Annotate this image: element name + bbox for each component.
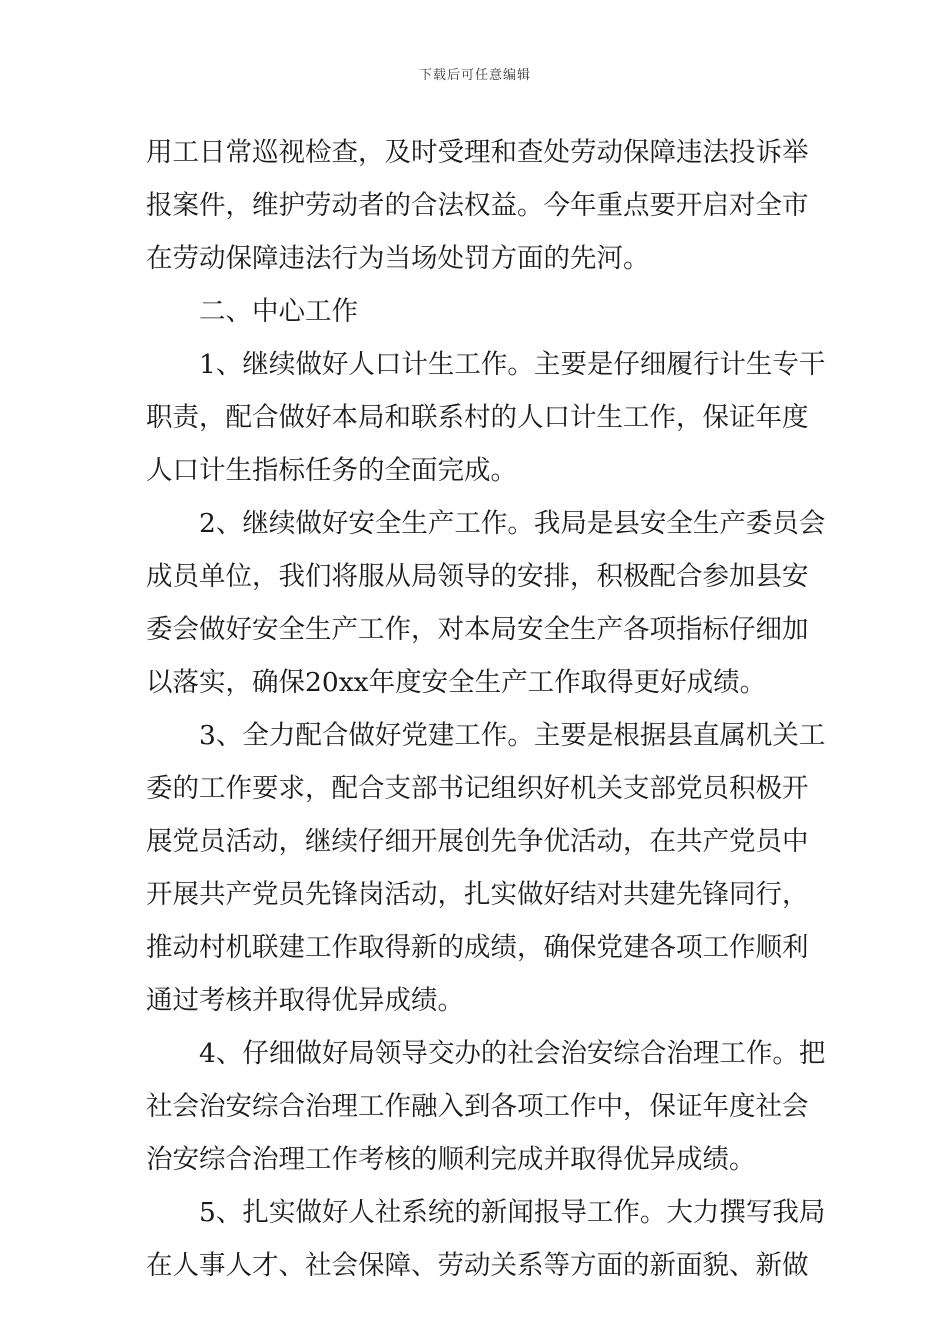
paragraph-item-1 xyxy=(146,338,826,497)
text-line: 5、扎实做好人社系统的新闻报导工作。大力撰写我局 xyxy=(199,1197,826,1228)
text-line: 在劳动保障违法行为当场处罚方面的先河。 xyxy=(146,243,650,274)
page-header: 下载后可任意编辑 xyxy=(418,68,531,83)
text-line: 委的工作要求，配合支部书记组织好机关支部党员积极开 xyxy=(146,773,809,804)
text-line: 委会做好安全生产工作，对本局安全生产各项指标仔细加 xyxy=(146,614,809,645)
text-line: 用工日常巡视检查，及时受理和查处劳动保障违法投诉举 xyxy=(146,137,809,168)
text-line: 通过考核并取得优异成绩。 xyxy=(146,985,464,1016)
text-line: 成员单位，我们将服从局领导的安排，积极配合参加县安 xyxy=(146,561,809,592)
section-heading-text: 二、中心工作 xyxy=(199,296,358,327)
text-line: 报案件，维护劳动者的合法权益。今年重点要开启对全市 xyxy=(146,190,809,221)
text-line: 展党员活动，继续仔细开展创先争优活动，在共产党员中 xyxy=(146,826,809,857)
text-line: 在人事人才、社会保障、劳动关系等方面的新面貌、新做 xyxy=(146,1250,809,1281)
text-line: 人口计生指标任务的全面完成。 xyxy=(146,455,517,486)
paragraph-intro-continued xyxy=(146,126,809,285)
text-line: 社会治安综合治理工作融入到各项工作中，保证年度社会 xyxy=(146,1091,809,1122)
paragraph-item-4 xyxy=(146,1027,826,1186)
text-line: 2、继续做好安全生产工作。我局是县安全生产委员会 xyxy=(199,508,826,539)
text-line: 4、仔细做好局领导交办的社会治安综合治理工作。把 xyxy=(199,1038,826,1069)
document-body xyxy=(146,126,826,1292)
text-line: 1、继续做好人口计生工作。主要是仔细履行计生专干 xyxy=(199,349,826,380)
text-line: 以落实，确保20xx年度安全生产工作取得更好成绩。 xyxy=(146,667,767,698)
text-line: 职责，配合做好本局和联系村的人口计生工作，保证年度 xyxy=(146,402,809,433)
text-line: 3、全力配合做好党建工作。主要是根据县直属机关工 xyxy=(199,720,826,751)
text-line: 推动村机联建工作取得新的成绩，确保党建各项工作顺利 xyxy=(146,932,809,963)
paragraph-item-2 xyxy=(146,497,826,709)
text-line: 开展共产党员先锋岗活动，扎实做好结对共建先锋同行， xyxy=(146,879,809,910)
text-line: 治安综合治理工作考核的顺利完成并取得优异成绩。 xyxy=(146,1144,756,1175)
section-heading xyxy=(146,285,806,338)
paragraph-item-3 xyxy=(146,709,826,1027)
paragraph-item-5 xyxy=(146,1186,826,1292)
